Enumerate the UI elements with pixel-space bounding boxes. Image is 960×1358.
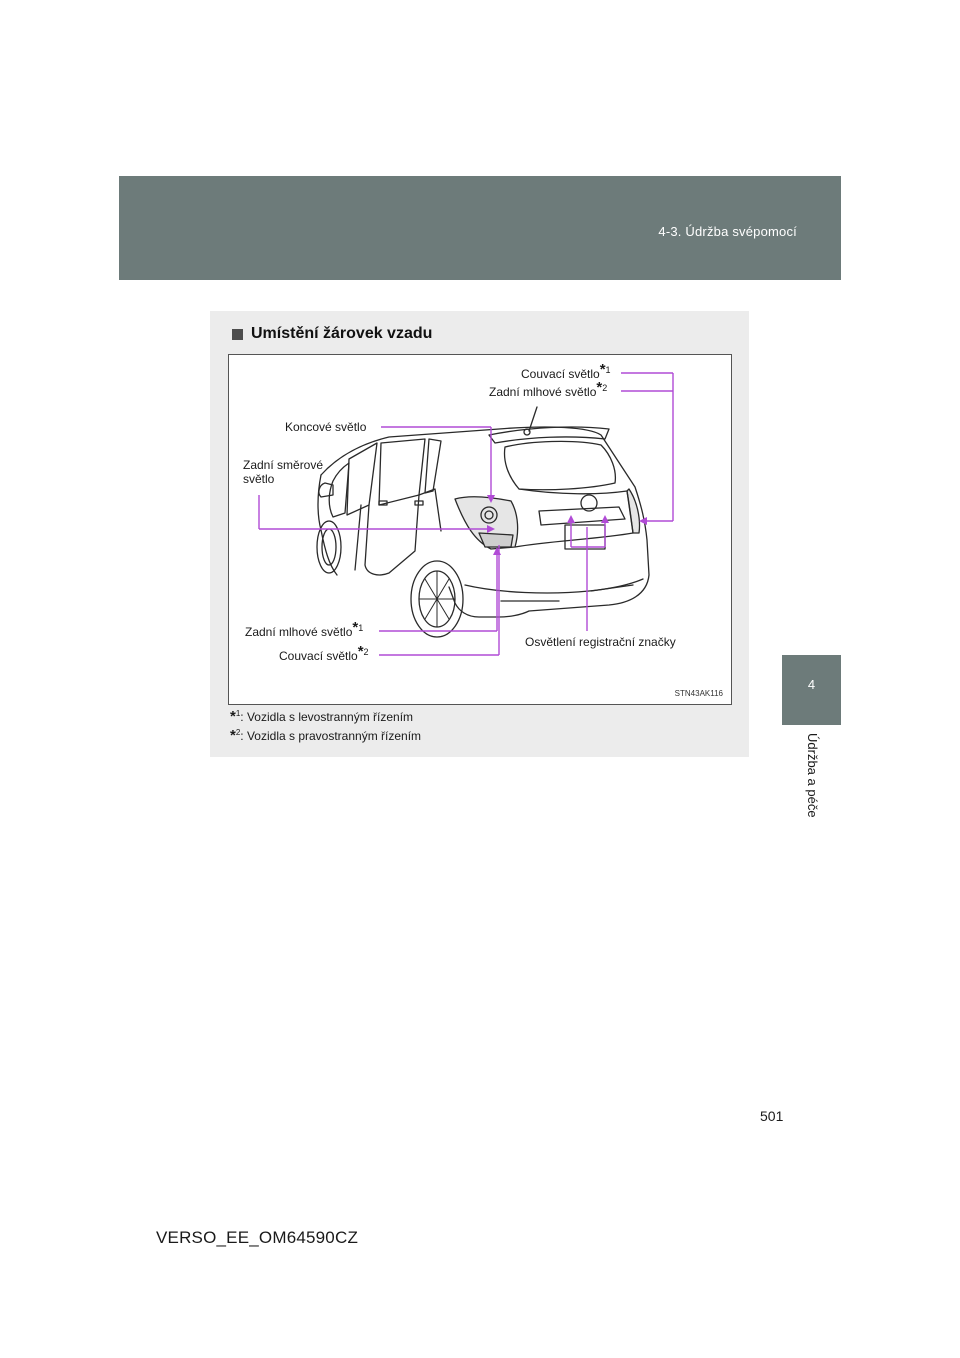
footnote-number: 2 [363, 647, 369, 657]
footnote-asterisk: * [230, 727, 236, 744]
car-rear-figure [228, 354, 732, 705]
footnote-number: 2 [602, 383, 608, 393]
footnote-lhd: *$^1$: Vozidla s levostranným řízením [230, 708, 414, 725]
chapter-tab [782, 655, 841, 725]
chapter-side-label [798, 733, 828, 833]
footnote-asterisk: * [230, 708, 236, 725]
footnote-asterisk: * [357, 643, 364, 660]
footnote-rhd: *$^2$: Vozidla s pravostranným řízením [230, 727, 422, 744]
chapter-number: 4 [807, 677, 816, 692]
footnote-number: 1 [605, 365, 611, 375]
document-code: VERSO_EE_OM64590CZ [156, 1228, 359, 1247]
label-rear-fog-rhd: Zadní mlhové světlo*$^2$ [489, 379, 608, 399]
bulb-location-panel [210, 311, 749, 757]
square-bullet-icon [232, 329, 243, 340]
label-reverse-light-lhd: Couvací světlo*$^1$ [521, 361, 611, 381]
section-title: 4-3. Údržba svépomocí [658, 224, 797, 239]
label-rear-turn-signal: Zadní směrové světlo [243, 458, 324, 486]
figure-id: STN43AK116 [674, 689, 723, 698]
panel-heading-text: Umístění žárovek vzadu [251, 325, 433, 342]
chapter-label: Údržba a péče [805, 733, 820, 818]
footnote-number: 1 [358, 623, 364, 633]
footnote-asterisk: * [352, 619, 359, 636]
label-reverse-light-rhd: Couvací světlo*$^2$ [279, 643, 369, 663]
footnote-asterisk: * [596, 379, 603, 396]
label-rear-fog-lhd: Zadní mlhové světlo*$^1$ [245, 619, 364, 639]
page-number: 501 [760, 1108, 784, 1124]
label-license-plate-light: Osvětlení registrační značky [525, 635, 676, 649]
panel-heading [232, 325, 432, 343]
label-tail-light: Koncové světlo [285, 420, 367, 434]
footnotes [230, 706, 421, 744]
header-band [119, 176, 841, 280]
footnote-asterisk: * [599, 361, 606, 378]
